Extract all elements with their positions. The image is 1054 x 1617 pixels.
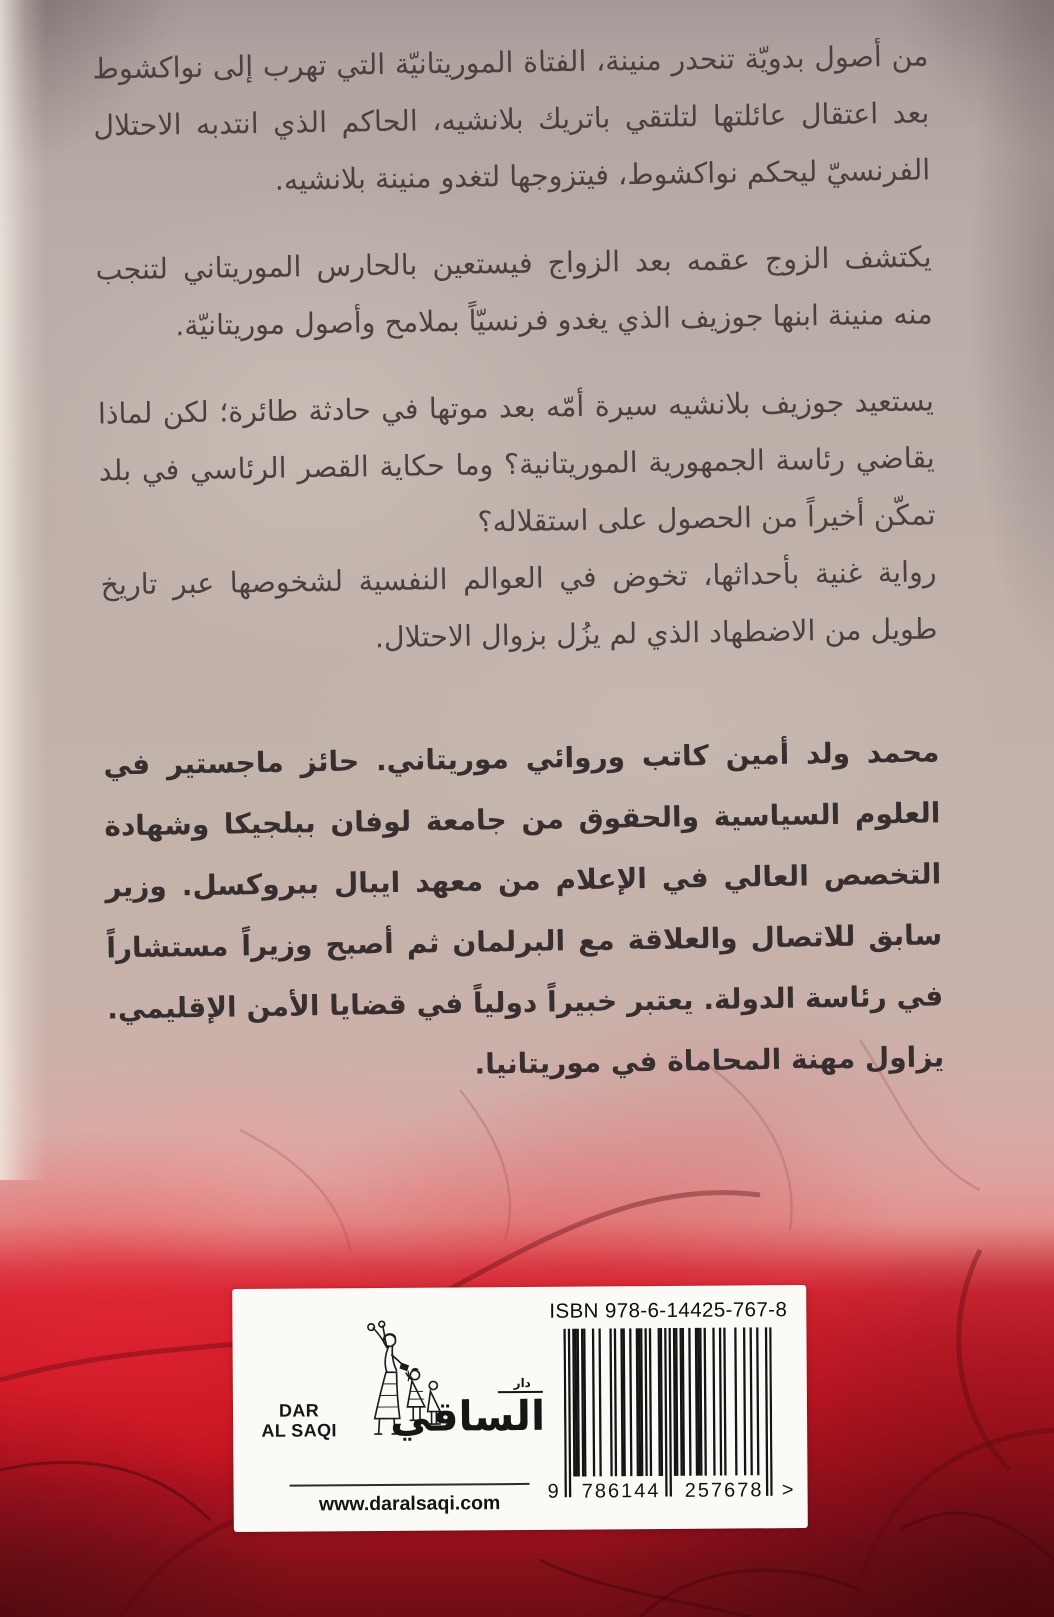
- publisher-name-latin: [255, 1400, 343, 1441]
- synopsis-paragraph-2: يكتشف الزوج عقمه بعد الزواج فيستعين بالحارس الموريتاني لتنجب منه منينة ابنها جوزيف الذي يغدو فرنسيّاً بملامح وأصول موريتانيّة.: [95, 240, 933, 343]
- scanned-page-edge: [0, 0, 46, 1180]
- author-bio: محمد ولد أمين كاتب وروائي موريتاني. حائز ماجستير في العلوم السياسية والحقوق من جامعة لوفان ببلجيكا وشهادة التخصص العالي في الإعلام من معهد ايبال ببروكسل. وزير سابق للاتصال والعلاقة مع البرلمان ثم أصبح وزيراً مستشاراً في رئاسة الدولة. يعتبر خبيراً دولياً في قضايا الأمن الإقليمي. يزاول مهنة المحاماة في موريتانيا.: [103, 735, 945, 1081]
- barcode-group-1: 786144: [581, 1480, 661, 1503]
- publisher-logo-arabic-alsaqi: الساقي: [389, 1391, 546, 1441]
- publisher-logo-arabic: [389, 1375, 546, 1458]
- barcode-digits: [547, 1476, 794, 1504]
- barcode-digit-left: 9: [547, 1480, 559, 1503]
- barcode-group-2: 257678: [684, 1479, 764, 1502]
- logo-divider-line: [290, 1483, 530, 1487]
- publisher-logo-arabic-dar: دار: [498, 1376, 543, 1393]
- isbn-label: ISBN 978-6-14425-767-8: [549, 1298, 788, 1323]
- synopsis-paragraph-4: رواية غنية بأحداثها، تخوض في العوالم النفسية لشخوصها عبر تاريخ طويل من الاضطهاد الذي لم يزُل بزوال الاحتلال.: [100, 555, 938, 655]
- back-cover-text: [92, 27, 945, 1130]
- isbn-barcode: [547, 1327, 794, 1505]
- publisher-isbn-panel: [232, 1285, 808, 1532]
- synopsis-paragraph-3: يستعيد جوزيف بلانشيه سيرة أمّه بعد موتها في حادثة طائرة؛ لكن لماذا يقاضي رئاسة الجمهورية الموريتانية؟ وما حكاية القصر الرئاسي في بلد تمكّن أخيراً من الحصول على استقلاله؟: [97, 384, 936, 539]
- barcode-end-mark: >: [781, 1479, 794, 1502]
- publisher-name-line1: DAR: [278, 1400, 320, 1421]
- barcode-bars-icon: [563, 1327, 772, 1500]
- publisher-website: www.daralsaqi.com: [318, 1492, 501, 1516]
- synopsis-paragraph-1: من أصول بدويّة تنحدر منينة، الفتاة الموريتانيّة التي تهرب إلى نواكشوط بعد اعتقال عائلتها لتلتقي باتريك بلانشيه، الحاكم الذي انتدبه الاحتلال الفرنسيّ ليحكم نواكشوط، فيتزوجها لتغدو منينة بلانشيه.: [92, 39, 931, 197]
- publisher-name-line2: AL SAQI: [261, 1420, 337, 1441]
